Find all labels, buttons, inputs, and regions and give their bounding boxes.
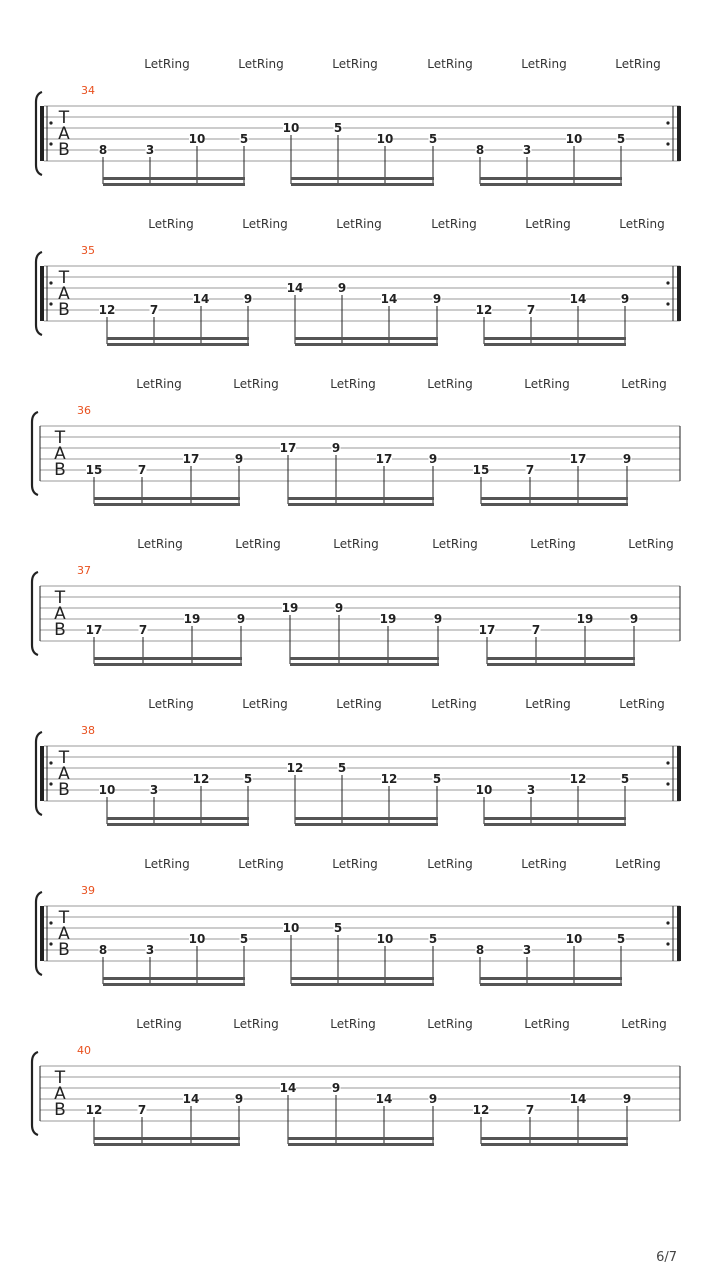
fret-number: 10	[188, 132, 206, 146]
fret-number: 19	[379, 612, 397, 626]
beam	[481, 1137, 628, 1140]
repeat-barline-end	[677, 746, 681, 801]
letring-annotation: LetRing	[615, 57, 661, 71]
fret-number: 5	[620, 772, 630, 786]
fret-number: 12	[475, 303, 493, 317]
fret-number: 17	[279, 441, 297, 455]
letring-annotation: LetRing	[333, 537, 379, 551]
letring-annotation: LetRing	[621, 377, 667, 391]
tab-clef-letter: T	[58, 268, 70, 288]
tab-clef-letter: A	[58, 764, 70, 784]
repeat-dot	[666, 142, 669, 145]
tab-clef-letter: T	[58, 748, 70, 768]
beam	[94, 503, 240, 506]
fret-number: 7	[525, 1103, 535, 1117]
beam	[295, 817, 438, 820]
fret-number: 9	[243, 292, 253, 306]
letring-annotation: LetRing	[524, 1017, 570, 1031]
tab-clef-letter: B	[58, 780, 70, 800]
fret-number: 19	[281, 601, 299, 615]
beam	[288, 1137, 434, 1140]
letring-annotation: LetRing	[525, 217, 571, 231]
fret-number: 7	[525, 463, 535, 477]
beam	[480, 177, 622, 180]
beam	[94, 497, 240, 500]
beam	[295, 823, 438, 826]
tab-clef-letter: B	[58, 940, 70, 960]
beam	[288, 1143, 434, 1146]
fret-number: 14	[569, 1092, 587, 1106]
tab-clef-letter: A	[58, 284, 70, 304]
fret-number: 5	[428, 932, 438, 946]
fret-number: 7	[531, 623, 541, 637]
fret-number: 14	[279, 1081, 297, 1095]
letring-annotation: LetRing	[148, 697, 194, 711]
fret-number: 14	[192, 292, 210, 306]
fret-number: 10	[282, 921, 300, 935]
beam	[484, 817, 626, 820]
beam	[291, 183, 434, 186]
beam	[94, 657, 242, 660]
repeat-dot	[666, 761, 669, 764]
repeat-dot	[49, 921, 52, 924]
fret-number: 9	[428, 1092, 438, 1106]
tab-clef-letter: A	[54, 604, 66, 624]
letring-annotation: LetRing	[628, 537, 674, 551]
fret-number: 10	[282, 121, 300, 135]
fret-number: 19	[183, 612, 201, 626]
fret-number: 9	[432, 292, 442, 306]
beam	[94, 1143, 240, 1146]
fret-number: 10	[376, 132, 394, 146]
fret-number: 9	[234, 1092, 244, 1106]
fret-number: 17	[478, 623, 496, 637]
letring-annotation: LetRing	[431, 697, 477, 711]
repeat-barline-end	[677, 266, 681, 321]
repeat-dot	[49, 281, 52, 284]
fret-number: 5	[616, 132, 626, 146]
beam	[480, 183, 622, 186]
fret-number: 5	[428, 132, 438, 146]
fret-number: 7	[137, 1103, 147, 1117]
beam	[107, 817, 249, 820]
fret-number: 12	[98, 303, 116, 317]
fret-number: 5	[243, 772, 253, 786]
fret-number: 7	[526, 303, 536, 317]
repeat-barline-start	[40, 106, 44, 161]
letring-annotation: LetRing	[336, 217, 382, 231]
tab-clef-letter: B	[58, 300, 70, 320]
measure-number: 36	[77, 404, 91, 417]
repeat-dot	[49, 782, 52, 785]
measure-number: 38	[81, 724, 95, 737]
measure-number: 39	[81, 884, 95, 897]
beam	[487, 657, 635, 660]
letring-annotation: LetRing	[427, 1017, 473, 1031]
fret-number: 9	[622, 1092, 632, 1106]
beam	[481, 503, 628, 506]
fret-number: 3	[522, 943, 532, 957]
beam	[484, 823, 626, 826]
repeat-dot	[666, 921, 669, 924]
fret-number: 17	[569, 452, 587, 466]
measure-number: 40	[77, 1044, 91, 1057]
letring-annotation: LetRing	[136, 1017, 182, 1031]
letring-annotation: LetRing	[330, 1017, 376, 1031]
repeat-barline-end	[677, 106, 681, 161]
letring-annotation: LetRing	[524, 377, 570, 391]
fret-number: 10	[475, 783, 493, 797]
system-bracket	[32, 412, 38, 495]
measure-number: 37	[77, 564, 91, 577]
repeat-dot	[49, 121, 52, 124]
letring-annotation: LetRing	[431, 217, 477, 231]
beam	[291, 977, 434, 980]
beam	[107, 823, 249, 826]
repeat-dot	[666, 782, 669, 785]
beam	[103, 983, 245, 986]
beam	[480, 977, 622, 980]
fret-number: 10	[376, 932, 394, 946]
fret-number: 9	[234, 452, 244, 466]
repeat-dot	[666, 121, 669, 124]
fret-number: 8	[98, 943, 108, 957]
tab-clef-letter: B	[58, 140, 70, 160]
repeat-barline-start	[40, 906, 44, 961]
fret-number: 17	[375, 452, 393, 466]
fret-number: 14	[375, 1092, 393, 1106]
fret-number: 19	[576, 612, 594, 626]
repeat-barline-end	[677, 906, 681, 961]
letring-annotation: LetRing	[330, 377, 376, 391]
letring-annotation: LetRing	[615, 857, 661, 871]
letring-annotation: LetRing	[427, 57, 473, 71]
tab-clef-letter: T	[54, 588, 66, 608]
letring-annotation: LetRing	[233, 1017, 279, 1031]
fret-number: 7	[137, 463, 147, 477]
beam	[291, 177, 434, 180]
beam	[481, 497, 628, 500]
letring-annotation: LetRing	[621, 1017, 667, 1031]
fret-number: 9	[629, 612, 639, 626]
fret-number: 3	[522, 143, 532, 157]
letring-annotation: LetRing	[144, 57, 190, 71]
fret-number: 17	[85, 623, 103, 637]
letring-annotation: LetRing	[332, 57, 378, 71]
fret-number: 12	[569, 772, 587, 786]
fret-number: 14	[182, 1092, 200, 1106]
system-bracket	[32, 1052, 38, 1135]
beam	[288, 503, 434, 506]
letring-annotation: LetRing	[148, 217, 194, 231]
repeat-barline-start	[40, 266, 44, 321]
tab-clef-letter: A	[54, 444, 66, 464]
fret-number: 12	[472, 1103, 490, 1117]
repeat-dot	[666, 302, 669, 305]
fret-number: 9	[334, 601, 344, 615]
letring-annotation: LetRing	[525, 697, 571, 711]
letring-annotation: LetRing	[336, 697, 382, 711]
repeat-dot	[49, 942, 52, 945]
fret-number: 5	[432, 772, 442, 786]
beam	[480, 983, 622, 986]
beam	[291, 983, 434, 986]
fret-number: 15	[85, 463, 103, 477]
letring-annotation: LetRing	[144, 857, 190, 871]
letring-annotation: LetRing	[238, 857, 284, 871]
letring-annotation: LetRing	[619, 697, 665, 711]
letring-annotation: LetRing	[136, 377, 182, 391]
fret-number: 3	[145, 143, 155, 157]
beam	[103, 183, 245, 186]
fret-number: 3	[145, 943, 155, 957]
fret-number: 8	[475, 943, 485, 957]
beam	[484, 337, 626, 340]
letring-annotation: LetRing	[521, 57, 567, 71]
fret-number: 3	[149, 783, 159, 797]
fret-number: 5	[333, 121, 343, 135]
fret-number: 5	[239, 932, 249, 946]
letring-annotation: LetRing	[233, 377, 279, 391]
repeat-barline-start	[40, 746, 44, 801]
fret-number: 9	[622, 452, 632, 466]
beam	[107, 337, 249, 340]
beam	[290, 663, 439, 666]
beam	[295, 337, 438, 340]
beam	[290, 657, 439, 660]
fret-number: 9	[428, 452, 438, 466]
tab-clef-letter: A	[58, 924, 70, 944]
measure-number: 34	[81, 84, 95, 97]
fret-number: 12	[85, 1103, 103, 1117]
fret-number: 7	[149, 303, 159, 317]
tab-clef-letter: B	[54, 620, 66, 640]
fret-number: 5	[337, 761, 347, 775]
fret-number: 17	[182, 452, 200, 466]
letring-annotation: LetRing	[530, 537, 576, 551]
fret-number: 8	[98, 143, 108, 157]
letring-annotation: LetRing	[235, 537, 281, 551]
beam	[103, 177, 245, 180]
fret-number: 9	[236, 612, 246, 626]
tab-clef-letter: T	[54, 428, 66, 448]
letring-annotation: LetRing	[427, 857, 473, 871]
tab-clef-letter: B	[54, 1100, 66, 1120]
fret-number: 14	[380, 292, 398, 306]
tab-clef-letter: A	[54, 1084, 66, 1104]
page-number: 6/7	[656, 1250, 677, 1265]
repeat-dot	[666, 281, 669, 284]
fret-number: 8	[475, 143, 485, 157]
fret-number: 14	[569, 292, 587, 306]
fret-number: 10	[188, 932, 206, 946]
repeat-dot	[49, 761, 52, 764]
system-bracket	[32, 572, 38, 655]
fret-number: 9	[337, 281, 347, 295]
fret-number: 14	[286, 281, 304, 295]
fret-number: 9	[433, 612, 443, 626]
fret-number: 5	[239, 132, 249, 146]
letring-annotation: LetRing	[521, 857, 567, 871]
fret-number: 9	[331, 441, 341, 455]
repeat-dot	[49, 302, 52, 305]
beam	[481, 1143, 628, 1146]
tab-clef-letter: A	[58, 124, 70, 144]
fret-number: 12	[192, 772, 210, 786]
fret-number: 10	[565, 132, 583, 146]
letring-annotation: LetRing	[242, 217, 288, 231]
tab-clef-letter: B	[54, 460, 66, 480]
fret-number: 15	[472, 463, 490, 477]
fret-number: 7	[138, 623, 148, 637]
measure-number: 35	[81, 244, 95, 257]
letring-annotation: LetRing	[332, 857, 378, 871]
beam	[487, 663, 635, 666]
letring-annotation: LetRing	[137, 537, 183, 551]
beam	[288, 497, 434, 500]
beam	[107, 343, 249, 346]
letring-annotation: LetRing	[427, 377, 473, 391]
tab-clef-letter: T	[54, 1068, 66, 1088]
fret-number: 12	[286, 761, 304, 775]
repeat-dot	[49, 142, 52, 145]
fret-number: 5	[616, 932, 626, 946]
letring-annotation: LetRing	[432, 537, 478, 551]
beam	[94, 663, 242, 666]
fret-number: 10	[98, 783, 116, 797]
beam	[94, 1137, 240, 1140]
fret-number: 10	[565, 932, 583, 946]
tab-clef-letter: T	[58, 908, 70, 928]
beam	[103, 977, 245, 980]
fret-number: 9	[331, 1081, 341, 1095]
letring-annotation: LetRing	[242, 697, 288, 711]
fret-number: 3	[526, 783, 536, 797]
fret-number: 5	[333, 921, 343, 935]
tab-clef-letter: T	[58, 108, 70, 128]
repeat-dot	[666, 942, 669, 945]
beam	[295, 343, 438, 346]
fret-number: 12	[380, 772, 398, 786]
fret-number: 9	[620, 292, 630, 306]
beam	[484, 343, 626, 346]
letring-annotation: LetRing	[619, 217, 665, 231]
letring-annotation: LetRing	[238, 57, 284, 71]
